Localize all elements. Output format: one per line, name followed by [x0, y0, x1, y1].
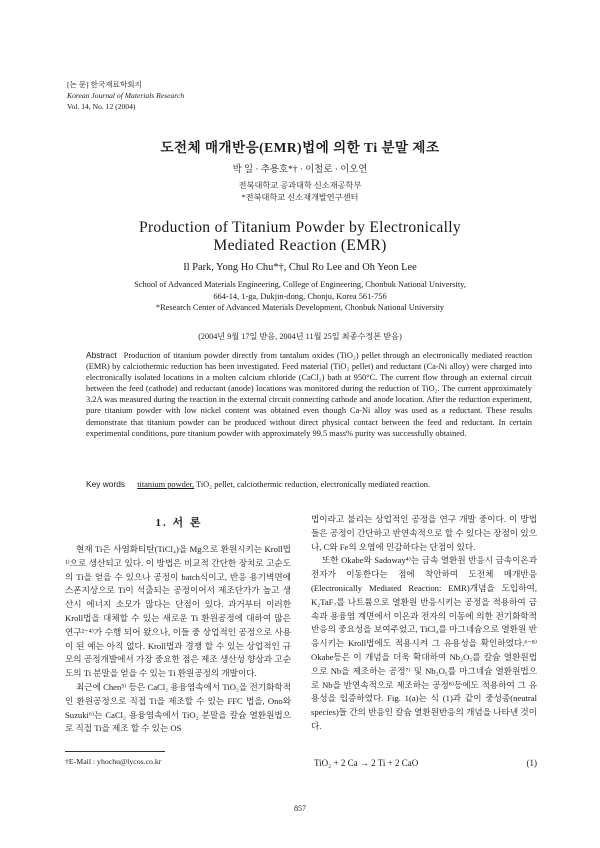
keywords-label: Key words	[86, 479, 126, 489]
paragraph: 또한 Okabe와 Sadoway⁴⁾는 금속 열환원 반응시 금속이온과 전자가 이동한다는 점에 착안하여 도전체 매개반응(Electronically Mediated Reaction: EMR)개념을 도입하여, K₂TaF₇를 나트륨으로 열환원 반응시키는 공정을 적용하여 금속과 용융염 계면에서 이온과 전자의 이동에 의한 전기화학적 반응의 중요성을 보여주었고, TiCl₄를 마그네슘으로 열환원 반응시키는 Kroll법에도 적용시켜 그 유용성을 확인하였다.⁶⁻⁸⁾ Okabe등은 이 개념을 더욱 확대하여 Nb₂O₅를 칼슘 열환원법으로 Nb을 제조하는 공정⁷⁾ 및 Nb₂O₅를 마그네슘 열환원법으로 Nb을 반연속적으로 제조하는 공정⁸⁾등에도 적용하여 그 유용성을 입증하였다. Fig. 1(a)는 식 (1)과 같이 중성종(neutral species)들 간의 반응인 칼슘 열환원반응의 개념을 나타낸 것이다.	[311, 555, 537, 731]
footnote-email: †E-Mail : yhochu@lycos.co.kr	[65, 757, 162, 766]
equation-1	[311, 758, 537, 768]
english-affiliation-3: *Research Center of Advanced Materials Development, Chonbuk National University	[155, 303, 445, 312]
korean-title: 도전체 매개반응(EMR)법에 의한 Ti 분말 제조	[160, 140, 440, 155]
left-column	[65, 543, 291, 736]
journal-category: [논 문] 한국재료학회지	[67, 80, 142, 89]
footnote-divider	[65, 751, 165, 752]
english-authors: Il Park, Yong Ho Chu*†, Chul Ro Lee and Oh Yeon Lee	[183, 262, 417, 273]
keywords-rest: TiO₂ pellet, calciothermic reduction, electronically mediated reaction.	[194, 480, 431, 489]
received-dates: (2004년 9월 17일 받음, 2004년 11월 25일 최종수정본 받음)	[198, 332, 402, 341]
abstract-text: Production of titanium powder directly from tantalum oxides (TiO₂) pellet through an electronically mediated reaction (EMR) by calciothermic reduction has been investigated. Feed material (TiO₂ pellet) and reductant (Ca-Ni alloy) were charged into electronically isolated locations in a molten calcium chloride (CaCl₂) bath at 950°C. The current flow through an external circuit between the feed (cathode) and reductant (anode) locations was monitored during the reduction of TiO₂. The current approximately 3.2A was measured during the reaction in the external circuit connecting cathode and anode location. After the reduction experiment, pure titanium powder with low nickel content was obtained even though Ca-Ni alloy was used as a reductant. These results demonstrate that titanium powder can be produced without direct physical contact between the feed and reductant. In certain experimental conditions, pure titanium powder with approximately 99.5 mass% purity was successfully obtained.	[86, 351, 533, 438]
keyword-titanium-powder: titanium powder,	[137, 480, 195, 489]
english-affiliation-1: School of Advanced Materials Engineering, College of Engineering, Chonbuk National University,	[134, 280, 466, 289]
english-title-line-1: Production of Titanium Powder by Electronically	[138, 219, 462, 236]
journal-info	[67, 79, 184, 112]
section-heading-introduction: 1. 서 론	[155, 517, 203, 529]
journal-name: Korean Journal of Materials Research	[67, 91, 185, 100]
abstract	[86, 350, 532, 439]
equation-text: TiO₂ + 2 Ca → 2 Ti + 2 CaO	[314, 758, 419, 768]
english-title-line-2: Mediated Reaction (EMR)	[213, 237, 387, 254]
equation-number: (1)	[526, 758, 537, 768]
korean-authors: 박 일 · 추용호*† · 이철로 · 이오연	[232, 165, 368, 175]
english-affiliations	[0, 279, 600, 314]
korean-affiliations	[0, 180, 600, 204]
english-title	[0, 219, 600, 255]
page-number: 857	[294, 804, 306, 813]
paragraph: 최근에 Chen⁵⁾ 등은 CaCl₂ 용융염속에서 TiO₂을 전기화학적인 환원공정으로 직접 Ti을 제조할 수 있는 FFC 법을, Ono와 Suzuki⁶⁾는 CaCl₂ 용융염속에서 TiO₂ 분말을 칼슘 열환원법으로 직접 Ti을 제조 할 수 있는 OS	[65, 681, 291, 734]
english-affiliation-2: 664-14, 1-ga, Dukjin-dong, Chonju, Korea 561-756	[213, 291, 387, 301]
korean-affiliation-1: 전북대학교 공과대학 신소재공학부	[238, 181, 362, 190]
paragraph: 현재 Ti은 사염화티탄(TiCl₄)을 Mg으로 환원시키는 Kroll법¹⁾으로 생산되고 있다. 이 방법은 비교적 간단한 장치로 고순도의 Ti을 얻을 수 있으나 공정이 batch식이고, 반응 용기벽면에 스폰지상으로 Ti이 석출되는 공정이어서 제조단가가 높고 생산시 에너지 소모가 많다는 단점이 있다. 과거부터 이러한 Kroll법을 대체할 수 있는 새로운 Ti 환원공정에 대하여 많은 연구²⁻⁴⁾가 수행 되어 왔으나, 이들 중 상업적인 공정으로 사용이 된 예는 아직 없다. Kroll법과 경쟁 할 수 있는 상업적인 규모의 공정개발에서 가장 중요한 점은 제조 생산성 향상과 고순도의 Ti 분말을 얻을 수 있는 Ti 환원공정의 개발이다.	[65, 544, 291, 679]
right-column	[311, 513, 537, 734]
abstract-label: Abstract	[86, 350, 117, 360]
paragraph: 법이라고 불리는 상업적인 공정을 연구 개발 중이다. 이 방법들은 공정이 간단하고 반연속적으로 할 수 있다는 장점이 있으나, C와 Fe의 오염에 민감하다는 단점이 있다.	[311, 514, 537, 552]
keywords	[86, 479, 532, 489]
journal-volume: Vol. 14, No. 12 (2004)	[67, 102, 136, 111]
korean-affiliation-2: *전북대학교 신소재개발연구센터	[241, 193, 359, 202]
